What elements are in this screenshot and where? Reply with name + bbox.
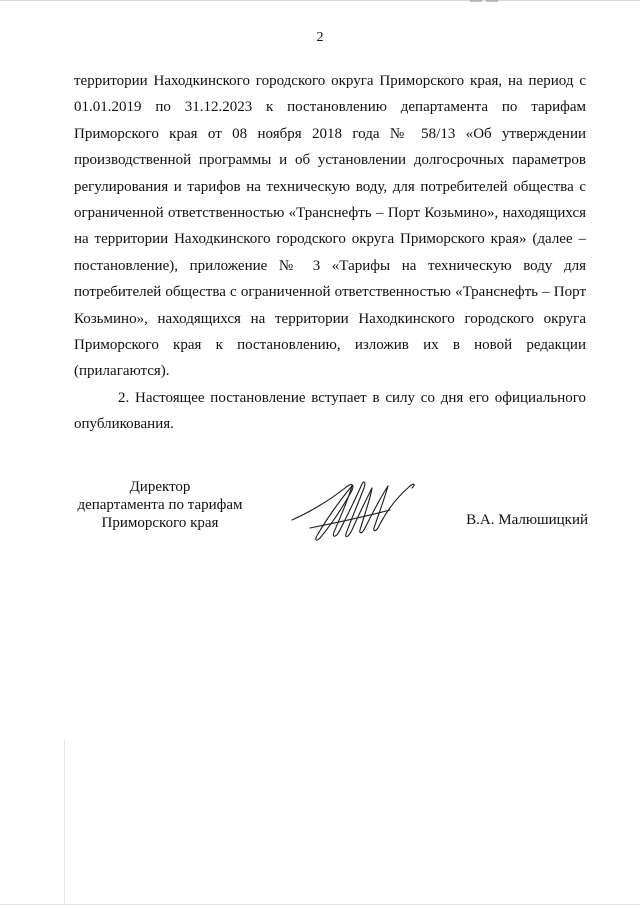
position-line: департамента по тарифам [77, 497, 243, 513]
paragraph-effective-date: 2. Настоящее постановление вступает в силу со дня его официального опубликования. [74, 389, 586, 433]
handwritten-signature [290, 470, 420, 550]
position-line: Приморского края [101, 515, 219, 531]
document-body [74, 68, 586, 438]
top-edge-line [0, 0, 640, 1]
page-number: 2 [316, 30, 324, 45]
scan-margin-line [64, 740, 65, 905]
scan-artifact [470, 0, 500, 3]
signatory-position [60, 478, 260, 532]
paragraph-continuation: территории Находкинского городского округа Приморского края, на период с 01.01.2019 по 31.12.2023 к постановлению департамента по тарифам Приморского края от 08 ноября 2018 года № 58/13 «Об утверждении производственной программы и об установлении долгосрочных параметров регулирования и тарифов на техническую воду, для потребителей общества с ограниченной ответственностью «Транснефть – Порт Козьмино», находящихся на территории Находкинского городского округа Приморского края» (далее – постановление), приложение № 3 «Тарифы на техническую воду для потребителей общества с ограниченной ответственностью «Транснефть – Порт Козьмино», находящихся на территории Находкинского городского округа Приморского края к постановлению, изложив их в новой редакции (прилагаются). [74, 73, 586, 380]
position-line: Директор [129, 479, 191, 495]
signer-name: В.А. Малюшицкий [466, 512, 588, 528]
